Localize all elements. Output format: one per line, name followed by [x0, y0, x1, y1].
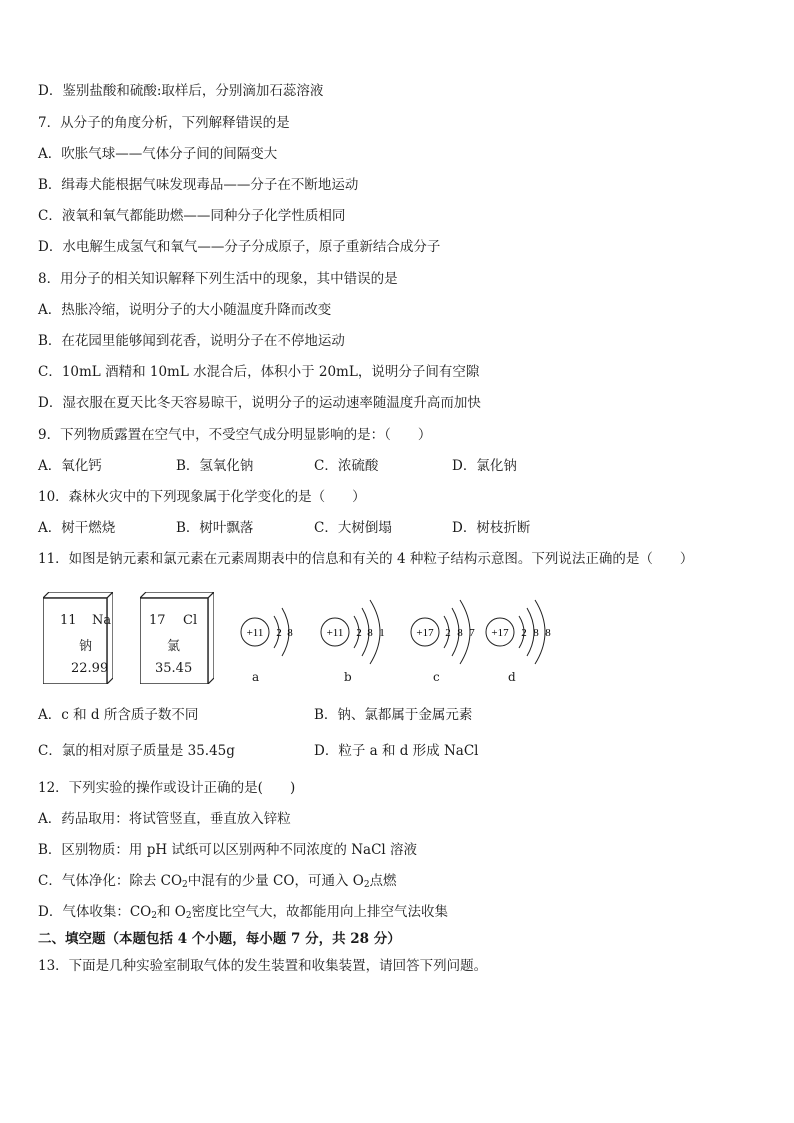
- q11-option-a: A．c 和 d 所含质子数不同: [38, 707, 199, 723]
- atom-c-shell-3: 7: [469, 627, 475, 639]
- q11-figure: [38, 590, 568, 692]
- q8-option-c: C．10mL 酒精和 10mL 水混合后，体积小于 20mL，说明分子间有空隙: [38, 364, 480, 380]
- atom-structure-diagrams: [234, 590, 568, 670]
- q10-option-b: B．树叶飘落: [176, 520, 254, 536]
- q11-option-d: D．粒子 a 和 d 形成 NaCl: [314, 743, 479, 759]
- q9-option-d: D．氯化钠: [452, 458, 517, 474]
- atom-b-nucleus: +11: [326, 627, 344, 639]
- atom-a-shell-1: 2: [276, 627, 282, 639]
- q9-stem: 9．下列物质露置在空气中，不受空气成分明显影响的是：（ ）: [38, 427, 432, 443]
- atom-d-label: d: [508, 670, 516, 684]
- q9-option-c: C．浓硫酸: [314, 458, 379, 474]
- na-mass: 22.99: [71, 661, 109, 676]
- atom-a: [241, 608, 293, 656]
- q7-option-d: D．水电解生成氢气和氧气——分子分成原子，原子重新结合成分子: [38, 239, 441, 255]
- atom-d-nucleus: +17: [491, 627, 509, 639]
- q10-option-c: C．大树倒塌: [314, 520, 392, 536]
- q12-option-c-sub1: 2: [182, 880, 188, 890]
- q12-option-a: A．药品取用：将试管竖直，垂直放入锌粒: [38, 811, 291, 827]
- q12-option-d-part1: D．气体收集：CO: [38, 904, 152, 920]
- q13-stem: 13．下面是几种实验室制取气体的发生装置和收集装置，请回答下列问题。: [38, 958, 488, 974]
- q8-stem: 8．用分子的相关知识解释下列生活中的现象，其中错误的是: [38, 271, 398, 287]
- q12-stem: 12．下列实验的操作或设计正确的是( ): [38, 780, 296, 796]
- q6-option-d: D．鉴别盐酸和硫酸:取样后，分别滴加石蕊溶液: [38, 83, 324, 99]
- cl-atomic-number: 17: [149, 613, 166, 628]
- q12-option-c-part1: C．气体净化：除去 CO: [38, 873, 183, 889]
- q8-option-b: B．在花园里能够闻到花香，说明分子在不停地运动: [38, 333, 345, 349]
- atom-a-label: a: [252, 670, 260, 684]
- q7-option-c: C．液氧和氧气都能助燃——同种分子化学性质相同: [38, 208, 346, 224]
- cl-symbol: Cl: [183, 613, 198, 628]
- q12-option-d-part2: 和 O: [156, 904, 186, 920]
- atom-b-shell-3: 1: [379, 627, 385, 639]
- atom-c-label: c: [433, 670, 440, 684]
- q12-option-d-sub1: 2: [151, 911, 157, 921]
- atom-d-shell-1: 2: [521, 627, 527, 639]
- q12-option-c: [38, 872, 397, 894]
- q12-option-c-part3: 点燃: [369, 873, 397, 889]
- q12-option-d-part3: 密度比空气大，故都能用向上排空气法收集: [191, 904, 449, 920]
- atom-c-nucleus: +17: [416, 627, 434, 639]
- q9-option-b: B．氢氧化钠: [176, 458, 254, 474]
- section-2-title: 二、填空题（本题包括 4 个小题，每小题 7 分，共 28 分）: [38, 931, 401, 947]
- q8-option-d: D．湿衣服在夏天比冬天容易晾干，说明分子的运动速率随温度升高而加快: [38, 395, 481, 411]
- q10-option-d: D．树枝折断: [452, 520, 531, 536]
- atom-d-shell-3: 8: [545, 627, 551, 639]
- q12-option-c-part2: 中混有的少量 CO，可通入 O: [187, 873, 364, 889]
- atom-c: [411, 600, 475, 664]
- atom-c-shell-2: 8: [457, 627, 463, 639]
- atom-b-shell-1: 2: [356, 627, 362, 639]
- q12-option-b: B．区别物质：用 pH 试纸可以区别两种不同浓度的 NaCl 溶液: [38, 842, 418, 858]
- na-symbol: Na: [92, 613, 112, 628]
- q8-option-a: A．热胀冷缩，说明分子的大小随温度升降而改变: [38, 302, 332, 318]
- cl-mass: 35.45: [155, 661, 193, 676]
- atom-a-shell-2: 8: [287, 627, 293, 639]
- q12-option-d-sub2: 2: [185, 911, 192, 921]
- atom-b-label: b: [344, 670, 352, 684]
- q7-option-a: A．吹胀气球——气体分子间的间隔变大: [38, 146, 278, 162]
- cl-name: 氯: [167, 639, 181, 654]
- na-atomic-number: 11: [60, 613, 77, 628]
- q10-option-a: A．树干燃烧: [38, 520, 116, 536]
- atom-d-shell-2: 8: [533, 627, 539, 639]
- q11-option-c: C．氯的相对原子质量是 35.45g: [38, 743, 235, 759]
- q9-option-a: A．氧化钙: [38, 458, 102, 474]
- q7-stem: 7．从分子的角度分析，下列解释错误的是: [38, 115, 290, 131]
- q10-stem: 10．森林火灾中的下列现象属于化学变化的是（ ）: [38, 489, 366, 505]
- q12-option-c-sub2: 2: [363, 880, 370, 890]
- atom-c-shell-1: 2: [445, 627, 451, 639]
- atom-d: [486, 600, 551, 664]
- q11-option-b: B．钠、氯都属于金属元素: [314, 707, 473, 723]
- atom-a-nucleus: +11: [246, 627, 264, 639]
- q11-stem: 11．如图是钠元素和氯元素在元素周期表中的信息和有关的 4 种粒子结构示意图。下列说法正确的是（ ）: [38, 551, 694, 567]
- na-name: 钠: [79, 639, 93, 654]
- atom-b-shell-2: 8: [367, 627, 373, 639]
- q7-option-b: B．缉毒犬能根据气味发现毒品——分子在不断地运动: [38, 177, 359, 193]
- q12-option-d: [38, 903, 448, 925]
- atom-b: [321, 600, 385, 664]
